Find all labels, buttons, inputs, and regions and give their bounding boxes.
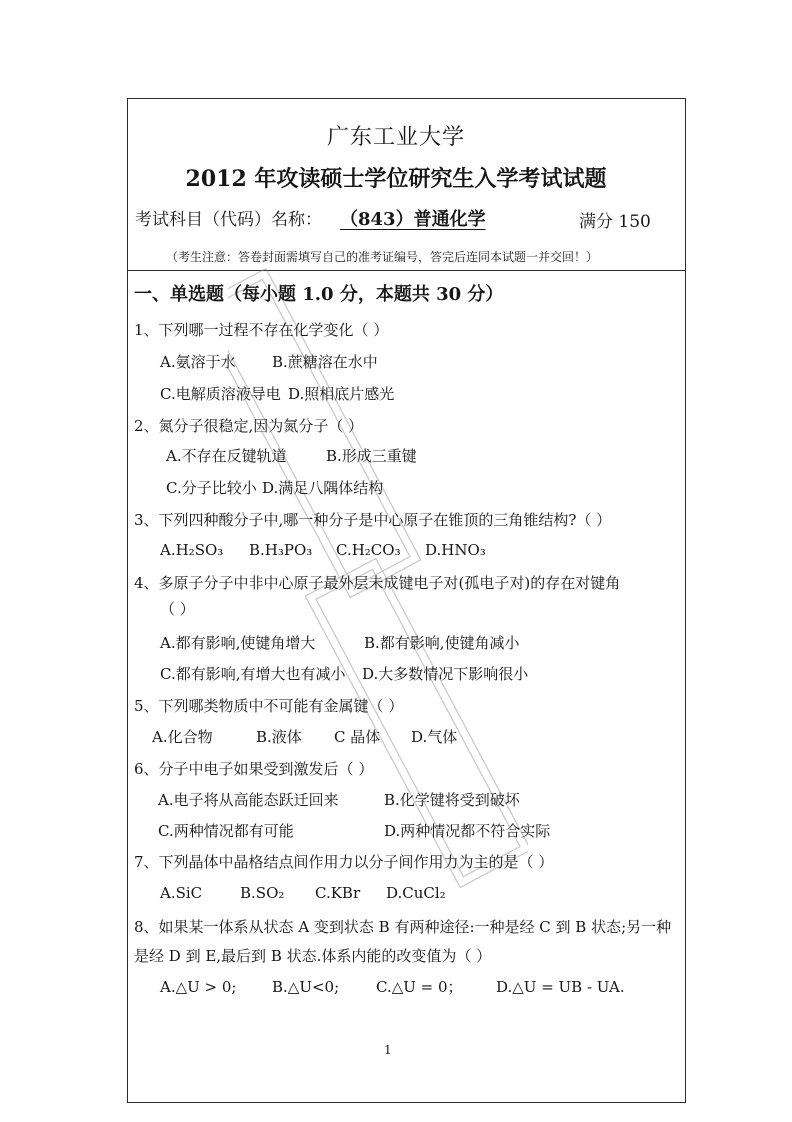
question-7-option-c: C.KBr [315, 884, 361, 902]
question-1-option-a: A.氨溶于水 [160, 353, 236, 371]
question-4-stem: 4、多原子分子中非中心原子最外层未成键电子对(孤电子对)的存在对键角 [134, 574, 621, 592]
question-5-option-b: B.液体 [256, 728, 302, 746]
question-2-stem: 2、氮分子很稳定,因为氮分子（ ） [134, 417, 364, 435]
question-6-stem: 6、分子中电子如果受到激发后（ ） [134, 760, 374, 778]
question-4-option-b: B.都有影响,使键角减小 [364, 634, 520, 652]
question-5-option-c: C 晶体 [334, 728, 381, 746]
question-6-option-c: C.两种情况都有可能 [158, 822, 294, 840]
question-1-stem: 1、下列哪一过程不存在化学变化（ ） [134, 321, 389, 339]
page-number: 1 [384, 1043, 392, 1057]
question-3-option-a: A.H₂SO₃ [160, 541, 224, 559]
question-7-option-a: A.SiC [160, 884, 203, 902]
question-8-option-a: A.△U > 0; [160, 978, 237, 996]
question-5-option-d: D.气体 [411, 728, 458, 746]
subject-name: （843）普通化学 [340, 209, 486, 230]
question-8-option-c: C.△U = 0； [376, 978, 463, 996]
question-5-stem: 5、下列哪类物质中不可能有金属键（ ） [134, 697, 404, 715]
question-8-stem: 8、如果某一体系从状态 A 变到状态 B 有两种途径:一种是经 C 到 B 状态;另一种 [134, 918, 672, 936]
exam-title: 2012 年攻读硕士学位研究生入学考试试题 [185, 166, 607, 192]
question-3-stem: 3、下列四种酸分子中,哪一种分子是中心原子在锥顶的三角锥结构?（ ） [134, 511, 612, 529]
header-divider [127, 270, 686, 271]
question-1-option-d: D.照相底片感光 [288, 385, 395, 403]
question-3-option-b: B.H₃PO₃ [249, 541, 313, 559]
question-7-option-d: D.CuCl₂ [386, 884, 446, 902]
question-3-option-c: C.H₂CO₃ [336, 541, 401, 559]
section-heading: 一、单选题（每小题 1.0 分，本题共 30 分） [134, 284, 504, 305]
question-7-stem: 7、下列晶体中晶格结点间作用力以分子间作用力为主的是（ ） [134, 853, 554, 871]
question-3-option-d: D.HNO₃ [425, 541, 486, 559]
question-4-stem-continued: （ ） [160, 600, 195, 618]
question-8-option-d: D.△U = UB - UA. [496, 978, 625, 996]
candidate-notice: （考生注意：答卷封面需填写自己的准考证编号，答完后连同本试题一并交回！） [166, 250, 599, 264]
question-2-option-b: B.形成三重键 [326, 447, 417, 465]
question-4-option-d: D.大多数情况下影响很小 [362, 665, 529, 683]
full-score: 满分 150 [579, 212, 651, 232]
question-6-option-d: D.两种情况都不符合实际 [384, 822, 551, 840]
question-6-option-a: A.电子将从高能态跃迁回来 [158, 791, 339, 809]
university-name: 广东工业大学 [326, 125, 465, 150]
question-2-option-c: C.分子比较小 [166, 479, 257, 497]
question-1-option-c: C.电解质溶液导电 [160, 385, 281, 403]
question-2-option-d: D.满足八隅体结构 [262, 479, 384, 497]
question-4-option-a: A.都有影响,使键角增大 [160, 634, 316, 652]
question-1-option-b: B.蔗糖溶在水中 [272, 353, 378, 371]
subject-label: 考试科目（代码）名称： [135, 210, 322, 230]
question-7-option-b: B.SO₂ [240, 884, 285, 902]
question-8-option-b: B.△U<0; [272, 978, 340, 996]
question-8-stem-continued: 是经 D 到 E,最后到 B 状态.体系内能的改变值为（ ） [134, 947, 492, 965]
question-5-option-a: A.化合物 [152, 728, 213, 746]
question-6-option-b: B.化学键将受到破坏 [384, 791, 520, 809]
question-2-option-a: A.不存在反键轨道 [166, 447, 287, 465]
question-4-option-c: C.都有影响,有增大也有减小 [160, 665, 346, 683]
